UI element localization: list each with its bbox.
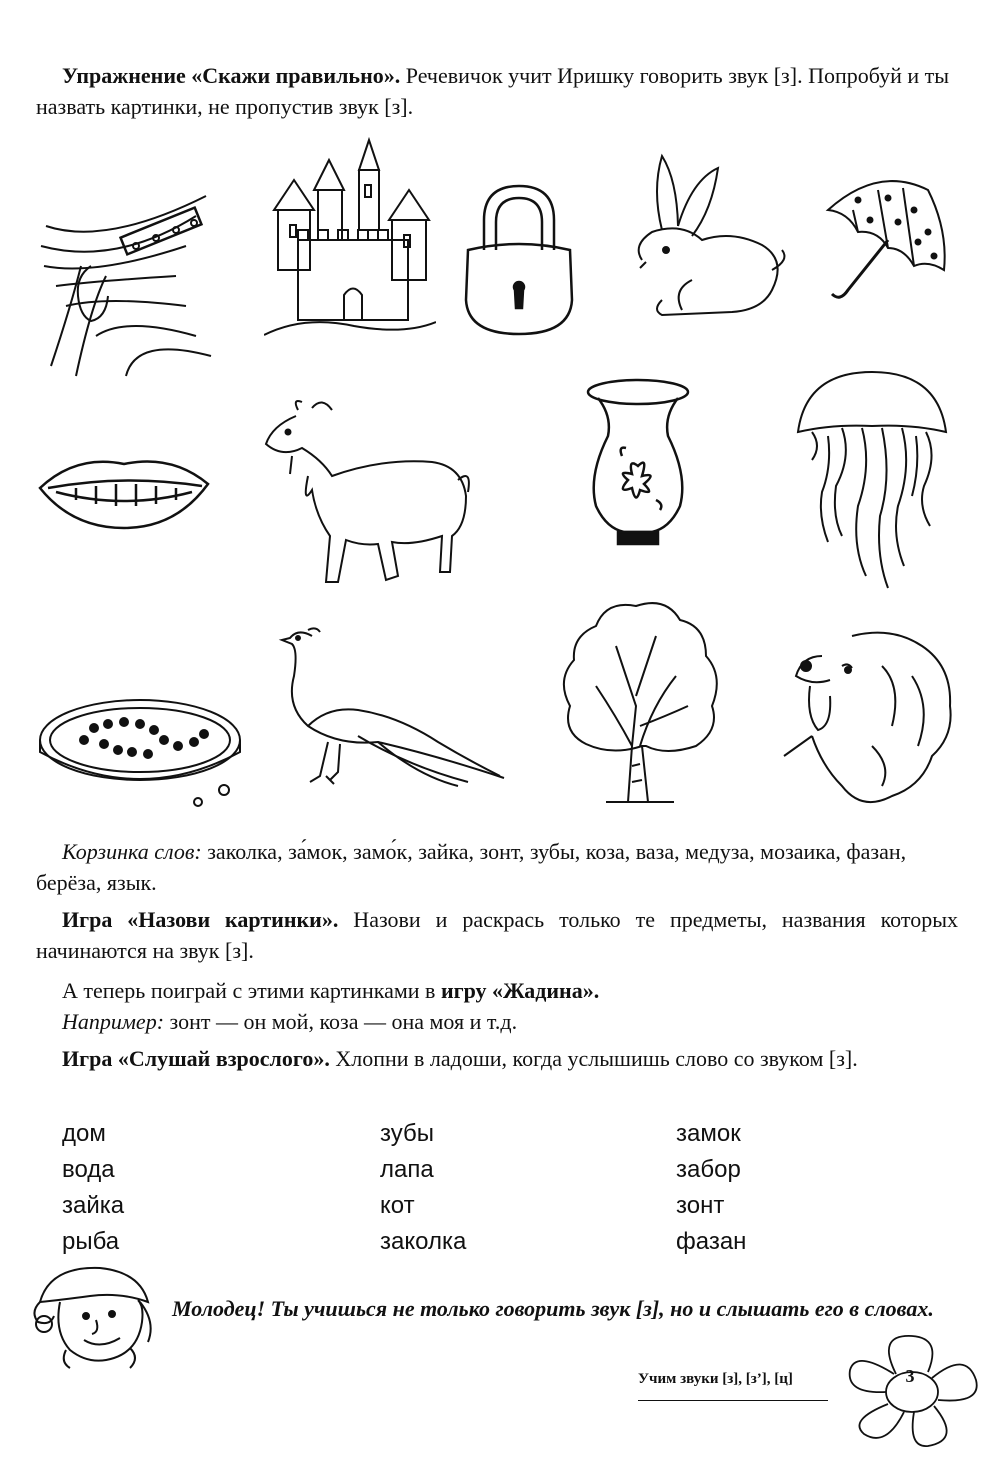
- mosaic-picture: [34, 690, 246, 810]
- hair-clip-picture: [36, 186, 212, 382]
- word-column-1: [62, 1116, 124, 1260]
- gnome-icon: [30, 1262, 160, 1370]
- intro-paragraph: [36, 60, 958, 122]
- game-greedy-paragraph: [36, 975, 958, 1037]
- padlock-picture: [460, 180, 578, 340]
- hair-clip-icon: [36, 186, 212, 382]
- padlock-icon: [460, 180, 578, 340]
- flower-icon: [846, 1330, 982, 1452]
- word-item: лапа: [380, 1156, 434, 1183]
- jellyfish-icon: [792, 366, 952, 592]
- game-name-pictures-title: Игра «Назови картинки».: [62, 907, 339, 932]
- word-item: зайка: [62, 1192, 125, 1219]
- footer-title: Учим звуки [з], [з’], [ц]: [638, 1371, 793, 1387]
- footer-divider: [638, 1400, 828, 1401]
- gnome-picture: [30, 1262, 160, 1370]
- game-greedy-text: А теперь поиграй с этими картинками в: [62, 978, 441, 1003]
- vase-icon: [582, 376, 694, 548]
- example-label: Например:: [62, 1009, 165, 1034]
- word-item: заколка: [380, 1228, 467, 1255]
- castle-icon: [264, 130, 436, 340]
- umbrella-icon: [818, 170, 956, 310]
- birch-tree-picture: [556, 596, 726, 808]
- dog-picture: [782, 626, 958, 816]
- game-listen-title: Игра «Слушай взрослого».: [62, 1046, 330, 1071]
- goat-icon: [262, 396, 480, 592]
- word-item: зубы: [380, 1120, 434, 1147]
- word-column-2: [380, 1116, 466, 1260]
- game-greedy-title: игру «Жадина».: [440, 978, 600, 1003]
- lips-picture: [36, 448, 212, 532]
- word-item: фазан: [676, 1228, 747, 1255]
- word-item: зонт: [676, 1192, 725, 1219]
- vase-picture: [582, 376, 694, 548]
- birch-tree-icon: [556, 596, 726, 808]
- intro-title: Упражнение «Скажи правильно».: [62, 63, 401, 88]
- word-item: рыба: [62, 1228, 120, 1255]
- goat-picture: [262, 396, 480, 592]
- example-text: зонт — он мой, коза — она моя и т.д.: [164, 1009, 518, 1034]
- game-name-pictures-paragraph: [36, 904, 958, 966]
- word-column-3: [676, 1116, 746, 1260]
- jellyfish-picture: [792, 366, 952, 592]
- umbrella-picture: [818, 170, 956, 310]
- word-item: замок: [676, 1120, 741, 1147]
- page-number: 3: [905, 1366, 915, 1386]
- castle-picture: [264, 130, 436, 340]
- word-item: забор: [676, 1156, 741, 1183]
- hare-picture: [622, 150, 790, 326]
- game-name-pictures-text: Назови и раскрась только те предметы, названия которых начинаются на звук [з].: [36, 907, 959, 963]
- word-item: вода: [62, 1156, 115, 1183]
- word-basket-paragraph: [36, 836, 958, 898]
- praise-text: Молодец! Ты учишься не только говорить звук [з], но и слышать его в словах.: [172, 1296, 934, 1321]
- word-item: кот: [380, 1192, 415, 1219]
- pheasant-picture: [268, 626, 508, 790]
- flower-decoration: [846, 1330, 982, 1452]
- hare-icon: [622, 150, 790, 326]
- intro-text: Речевичок учит Иришку говорить звук [з]. Попробуй и ты назвать картинки, не пропустив звук [з].: [36, 63, 950, 119]
- word-basket-text: заколка, за́мок, замо́к, зайка, зонт, зубы, коза, ваза, медуза, мозаика, фазан, берёза, язык.: [36, 839, 907, 895]
- mosaic-icon: [34, 690, 246, 810]
- lips-teeth-icon: [36, 448, 212, 532]
- word-basket-label: Корзинка слов:: [62, 839, 202, 864]
- game-listen-text: Хлопни в ладоши, когда услышишь слово со звуком [з].: [329, 1046, 858, 1071]
- pheasant-icon: [268, 626, 508, 790]
- dog-tongue-icon: [782, 626, 958, 816]
- word-item: дом: [62, 1120, 106, 1147]
- game-listen-paragraph: [36, 1043, 958, 1074]
